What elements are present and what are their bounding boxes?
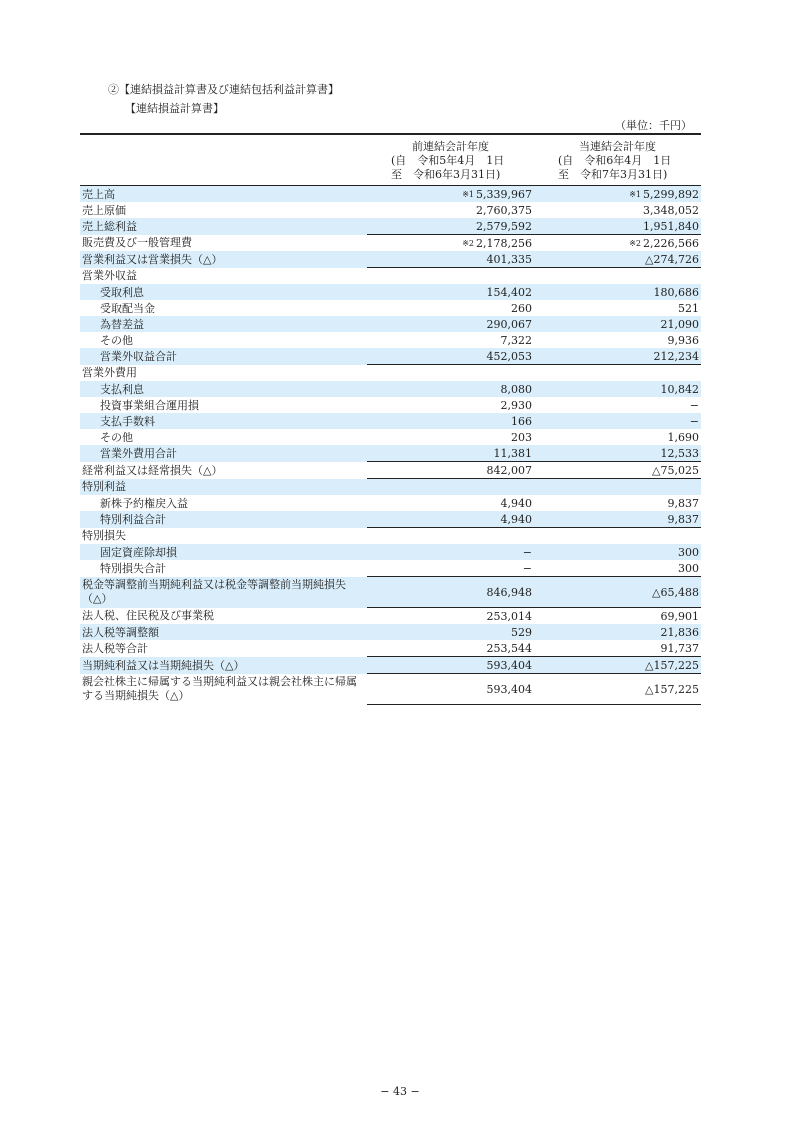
amount-value: 300	[678, 561, 699, 575]
curr-year-value	[534, 624, 701, 640]
table-row	[80, 462, 701, 479]
row-label: 特別損失	[82, 529, 126, 543]
amount-value: 2,226,566	[643, 236, 699, 250]
curr-year-value	[534, 316, 701, 332]
amount-value: △75,025	[652, 463, 699, 477]
curr-year-value	[534, 332, 701, 348]
prev-year-value	[367, 528, 534, 545]
income-statement-table	[80, 133, 701, 705]
row-label: 特別損失合計	[100, 561, 166, 575]
amount-value: △274,726	[645, 252, 699, 266]
table-row	[80, 284, 701, 300]
prev-year-value	[367, 657, 534, 674]
amount-value: 842,007	[486, 463, 532, 477]
table-row	[80, 397, 701, 413]
amount-value: 593,404	[486, 658, 532, 672]
table-row	[80, 445, 701, 462]
row-label: 受取配当金	[100, 301, 155, 315]
table-row	[80, 495, 701, 511]
curr-year-value	[534, 577, 701, 608]
prev-year-value	[367, 284, 534, 300]
curr-year-value	[534, 445, 701, 462]
amount-value: 260	[511, 301, 532, 315]
prev-year-value	[367, 365, 534, 382]
amount-value: △157,225	[645, 658, 699, 672]
prev-period-to: 至 令和6年3月31日)	[391, 168, 501, 181]
curr-year-value	[534, 202, 701, 218]
prev-year-value	[367, 511, 534, 528]
row-label: その他	[100, 333, 133, 347]
prev-year-value	[367, 462, 534, 479]
table-row	[80, 577, 701, 608]
curr-period-title: 当連結会計年度	[579, 140, 656, 153]
curr-period-to: 至 令和7年3月31日)	[558, 168, 668, 181]
prev-year-value	[367, 674, 534, 705]
amount-value: 21,836	[660, 625, 699, 639]
curr-year-value	[534, 511, 701, 528]
prev-year-value	[367, 316, 534, 332]
curr-year-value	[534, 284, 701, 300]
curr-year-value	[534, 186, 701, 203]
curr-year-value	[534, 657, 701, 674]
row-label: 親会社株主に帰属する当期純利益又は親会社株主に帰属する当期純損失（△）	[82, 675, 357, 702]
table-row	[80, 186, 701, 203]
note-marker: ※1	[629, 189, 642, 199]
section-heading	[108, 80, 339, 118]
amount-value: 5,339,967	[476, 187, 532, 201]
amount-value: 5,299,892	[643, 187, 699, 201]
table-row	[80, 218, 701, 235]
table-row	[80, 624, 701, 640]
prev-year-value	[367, 186, 534, 203]
note-marker: ※1	[462, 189, 475, 199]
row-label: 固定資産除却損	[80, 544, 367, 560]
curr-year-value	[534, 365, 701, 382]
prev-year-value	[367, 332, 534, 348]
row-label: 支払手数料	[80, 413, 367, 429]
row-label: 営業外収益合計	[80, 348, 367, 365]
row-label: 新株予約権戻入益	[100, 496, 188, 510]
amount-value: 166	[511, 414, 532, 428]
amount-value: 2,930	[500, 398, 532, 412]
prev-period-from: (自 令和5年4月 1日	[391, 154, 505, 167]
amount-value: −	[522, 545, 532, 559]
table-row	[80, 544, 701, 560]
row-label: 当期純利益又は当期純損失（△）	[80, 657, 367, 674]
row-label: 支払利息	[80, 381, 367, 397]
prev-year-value	[367, 202, 534, 218]
amount-value: 91,737	[660, 641, 699, 655]
row-label: 特別利益合計	[80, 511, 367, 528]
prev-period-title: 前連結会計年度	[412, 140, 489, 153]
prev-year-value	[367, 381, 534, 397]
curr-year-value	[534, 674, 701, 705]
amount-value: 3,348,052	[643, 203, 699, 217]
amount-value: 180,686	[653, 285, 699, 299]
curr-year-value	[534, 251, 701, 268]
prev-year-value	[367, 348, 534, 365]
row-label: 特別利益	[80, 479, 367, 496]
table-row	[80, 365, 701, 382]
amount-value: 4,940	[500, 496, 532, 510]
page-number: − 43 −	[380, 1085, 420, 1098]
unit-label: （単位：千円）	[615, 119, 692, 132]
prev-year-value	[367, 300, 534, 316]
table-row	[80, 300, 701, 316]
amount-value: 290,067	[486, 317, 532, 331]
amount-value: 9,837	[667, 512, 699, 526]
heading-title: ②【連結損益計算書及び連結包括利益計算書】	[108, 83, 339, 96]
curr-year-value	[534, 413, 701, 429]
table-row	[80, 202, 701, 218]
amount-value: 300	[678, 545, 699, 559]
prev-year-value	[367, 268, 534, 285]
amount-value: 4,940	[500, 512, 532, 526]
row-label: 税金等調整前当期純利益又は税金等調整前当期純損失（△）	[80, 577, 367, 608]
curr-year-value	[534, 381, 701, 397]
row-label: 法人税等合計	[82, 641, 148, 655]
row-label: 経常利益又は経常損失（△）	[82, 463, 223, 477]
amount-value: 1,951,840	[643, 219, 699, 233]
row-label: その他	[100, 430, 133, 444]
row-label: 売上総利益	[80, 218, 367, 235]
table-row	[80, 413, 701, 429]
amount-value: −	[689, 414, 699, 428]
amount-value: 154,402	[486, 285, 532, 299]
curr-period-from: (自 令和6年4月 1日	[558, 154, 672, 167]
prev-year-value	[367, 218, 534, 235]
prev-year-value	[367, 235, 534, 252]
row-label: 営業外費用合計	[80, 445, 367, 462]
row-label: 販売費及び一般管理費	[82, 236, 192, 250]
table-row	[80, 268, 701, 285]
amount-value: 2,178,256	[476, 236, 532, 250]
curr-year-value	[534, 397, 701, 413]
table-row	[80, 528, 701, 545]
table-row	[80, 608, 701, 625]
heading-subtitle: 【連結損益計算書】	[125, 102, 224, 115]
amount-value: 212,234	[653, 349, 699, 363]
amount-value: △157,225	[645, 682, 699, 696]
amount-value: 69,901	[660, 609, 699, 623]
curr-year-value	[534, 608, 701, 625]
amount-value: −	[689, 398, 699, 412]
curr-year-value	[534, 268, 701, 285]
amount-value: 593,404	[486, 682, 532, 696]
amount-value: 21,090	[660, 317, 699, 331]
table-row	[80, 381, 701, 397]
amount-value: 401,335	[486, 252, 532, 266]
table-row	[80, 640, 701, 657]
table-row	[80, 511, 701, 528]
table-row	[80, 560, 701, 577]
curr-year-value	[534, 560, 701, 577]
amount-value: 253,014	[486, 609, 532, 623]
curr-year-value	[534, 348, 701, 365]
amount-value: −	[522, 561, 532, 575]
curr-year-value	[534, 544, 701, 560]
curr-year-value	[534, 528, 701, 545]
amount-value: 203	[511, 430, 532, 444]
amount-value: 10,842	[660, 382, 699, 396]
prev-year-value	[367, 495, 534, 511]
table-row	[80, 674, 701, 705]
row-label: 営業利益又は営業損失（△）	[80, 251, 367, 268]
amount-value: 9,837	[667, 496, 699, 510]
amount-value: 7,322	[500, 333, 532, 347]
curr-year-value	[534, 300, 701, 316]
curr-year-value	[534, 479, 701, 496]
row-label: 営業外費用	[82, 366, 137, 380]
prev-year-value	[367, 479, 534, 496]
table-row	[80, 251, 701, 268]
prev-year-value	[367, 544, 534, 560]
prev-year-value	[367, 397, 534, 413]
amount-value: 12,533	[660, 446, 699, 460]
prev-year-value	[367, 608, 534, 625]
row-label: 売上高	[80, 186, 367, 203]
prev-year-value	[367, 429, 534, 445]
row-label: 受取利息	[80, 284, 367, 300]
amount-value: 9,936	[667, 333, 699, 347]
note-marker: ※2	[629, 238, 642, 248]
curr-year-value	[534, 495, 701, 511]
row-label: 投資事業組合運用損	[100, 398, 199, 412]
table-header-row	[80, 134, 701, 186]
curr-year-value	[534, 235, 701, 252]
amount-value: 452,053	[486, 349, 532, 363]
table-row	[80, 332, 701, 348]
table-row	[80, 429, 701, 445]
note-marker: ※2	[462, 238, 475, 248]
row-label: 売上原価	[82, 203, 126, 217]
curr-year-value	[534, 429, 701, 445]
table-row	[80, 348, 701, 365]
header-label-cell	[80, 134, 367, 186]
amount-value: 8,080	[500, 382, 532, 396]
table-row	[80, 657, 701, 674]
header-curr-period	[534, 134, 701, 186]
amount-value: 1,690	[667, 430, 699, 444]
row-label: 法人税等調整額	[80, 624, 367, 640]
row-label: 法人税、住民税及び事業税	[82, 609, 214, 623]
amount-value: 253,544	[486, 641, 532, 655]
table-row	[80, 316, 701, 332]
amount-value: 846,948	[486, 585, 532, 599]
prev-year-value	[367, 251, 534, 268]
curr-year-value	[534, 218, 701, 235]
amount-value: 2,579,592	[476, 219, 532, 233]
curr-year-value	[534, 640, 701, 657]
prev-year-value	[367, 445, 534, 462]
amount-value: 521	[678, 301, 699, 315]
prev-year-value	[367, 560, 534, 577]
prev-year-value	[367, 577, 534, 608]
header-prev-period	[367, 134, 534, 186]
amount-value: 11,381	[493, 446, 532, 460]
prev-year-value	[367, 413, 534, 429]
row-label: 為替差益	[80, 316, 367, 332]
curr-year-value	[534, 462, 701, 479]
amount-value: △65,488	[652, 585, 699, 599]
row-label: 営業外収益	[82, 269, 137, 283]
amount-value: 529	[511, 625, 532, 639]
prev-year-value	[367, 624, 534, 640]
table-row	[80, 235, 701, 252]
amount-value: 2,760,375	[476, 203, 532, 217]
prev-year-value	[367, 640, 534, 657]
table-row	[80, 479, 701, 496]
